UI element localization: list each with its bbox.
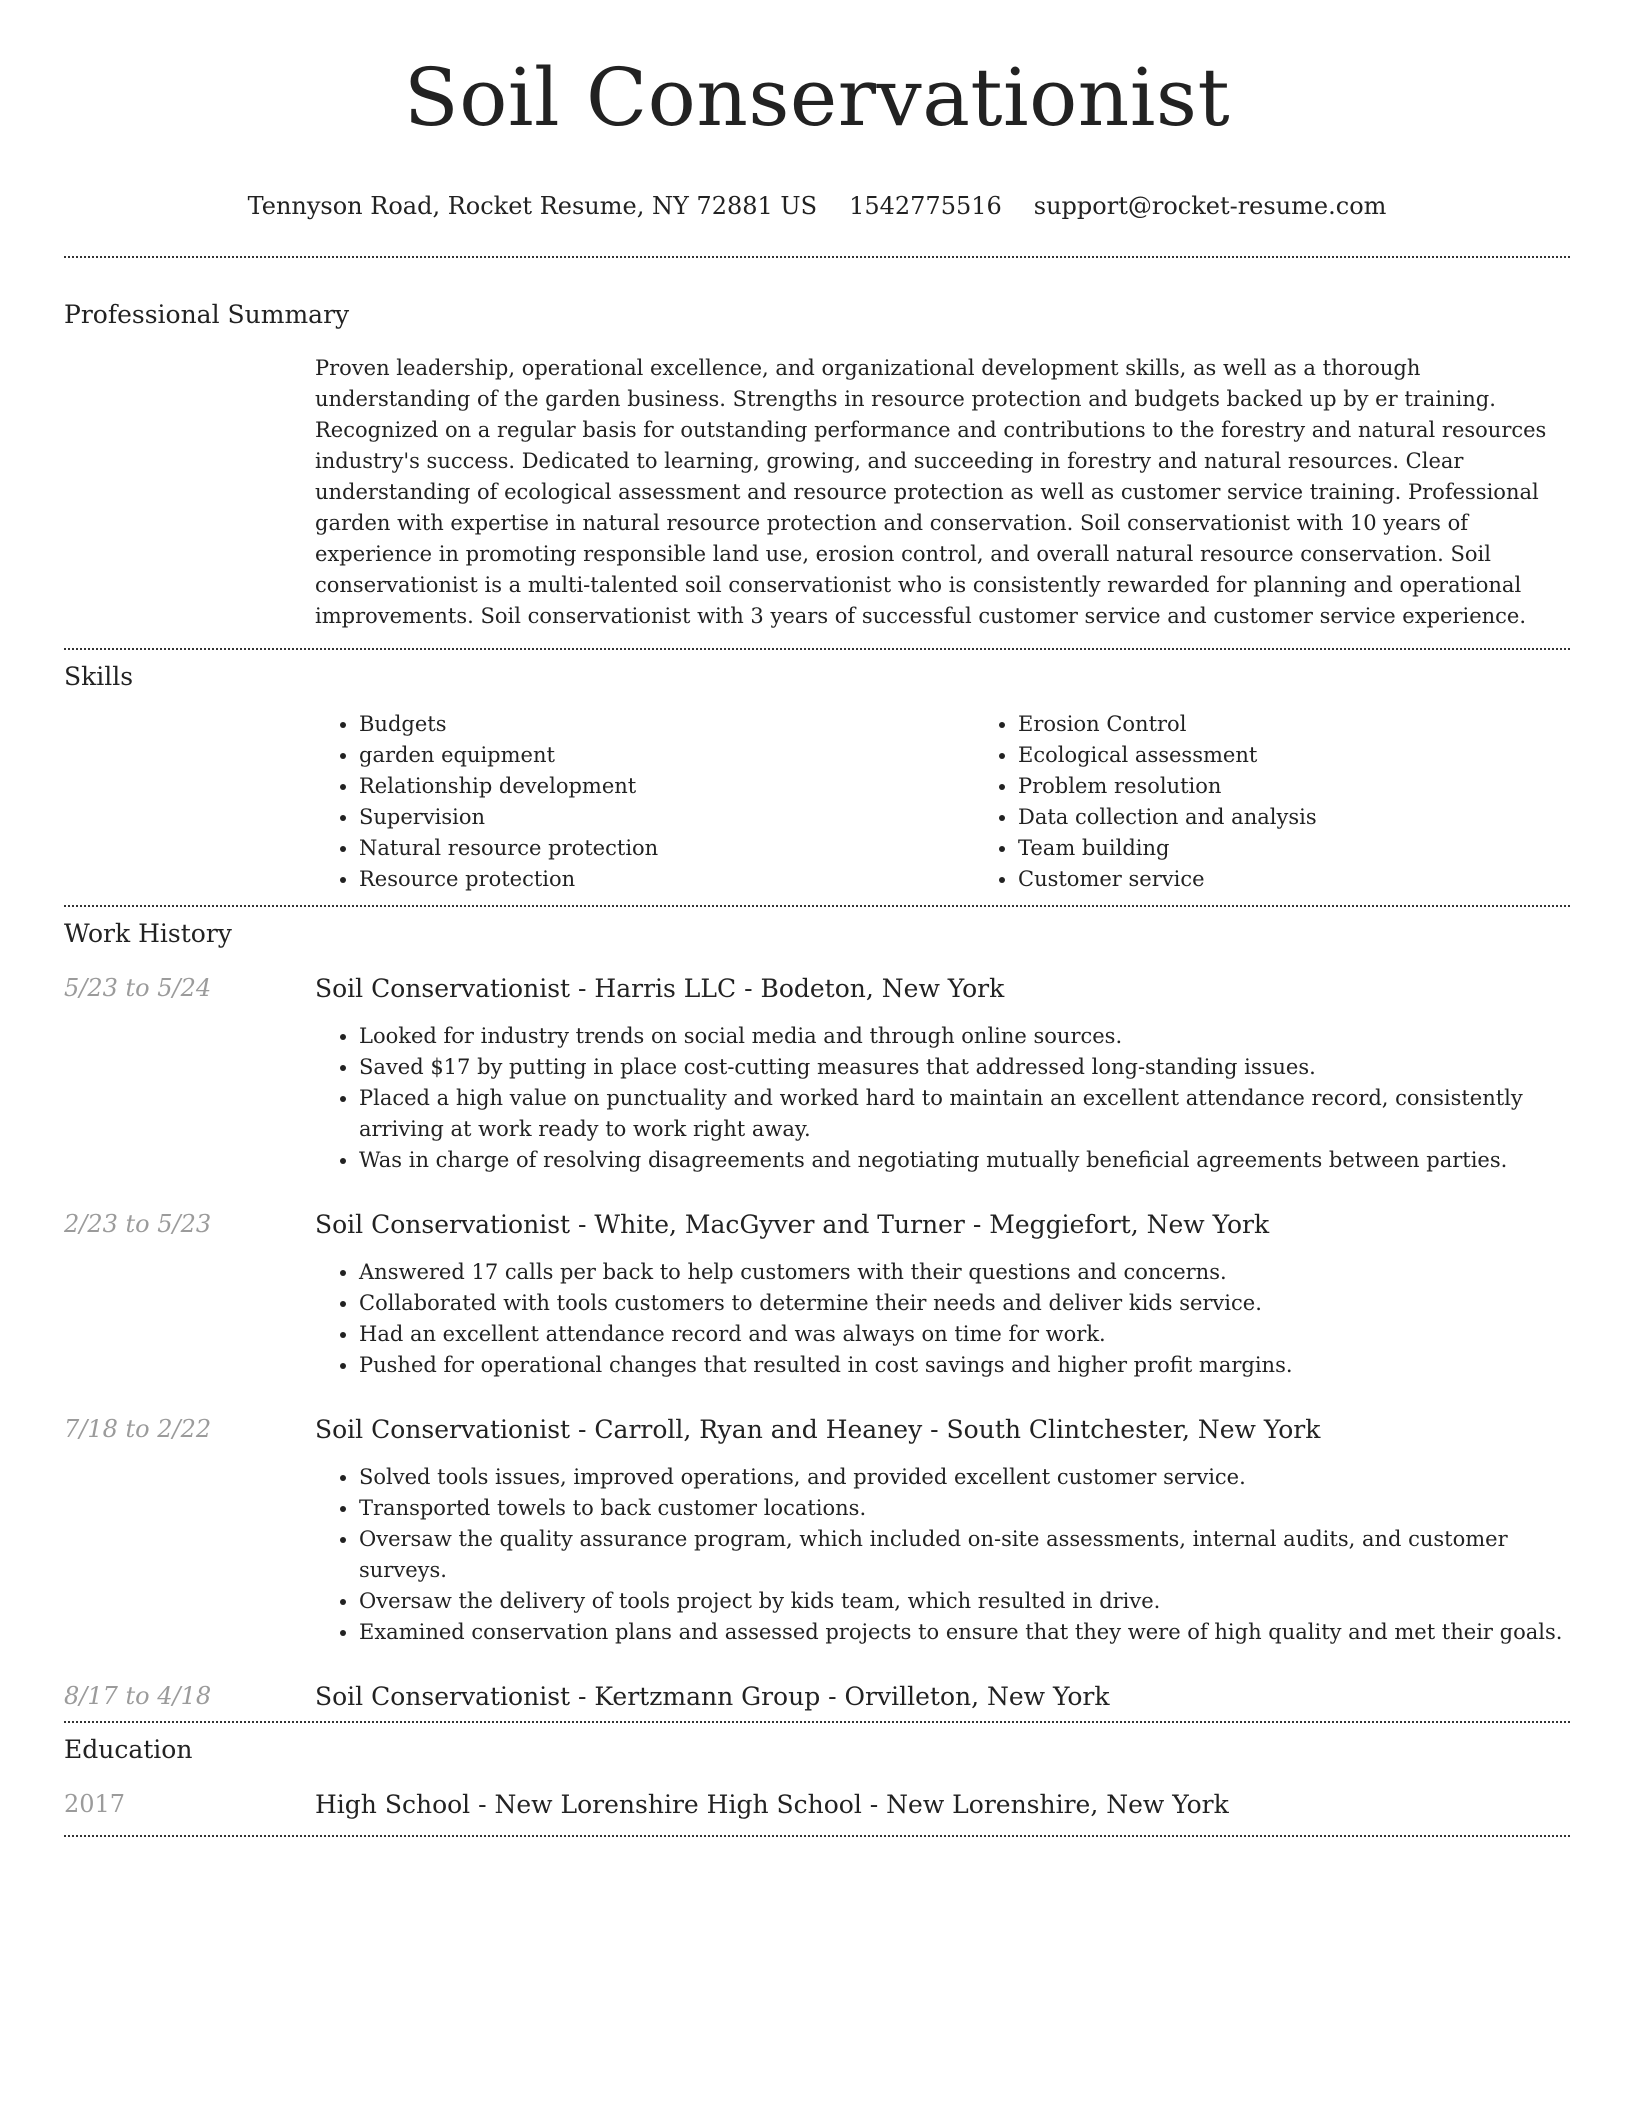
skills-list-left — [315, 709, 974, 895]
job-bullet: • Oversaw the delivery of tools project by kids team, which resulted in drive. — [359, 1586, 1570, 1617]
job-entry — [64, 1210, 1570, 1381]
job-title: Soil Conservationist - White, MacGyver and Turner - Meggiefort, New York — [315, 1209, 1270, 1239]
skill-item: • Natural resource protection — [359, 833, 974, 864]
job-bullet: • Collaborated with tools customers to determine their needs and deliver kids service. — [359, 1288, 1570, 1319]
job-bullets — [315, 1462, 1570, 1648]
skill-item: • Data collection and analysis — [1018, 802, 1632, 833]
summary-section — [64, 258, 1570, 648]
job-title: Soil Conservationist - Kertzmann Group - Orvilleton, New York — [315, 1681, 1110, 1711]
job-entry — [64, 974, 1570, 1176]
skill-item: • Problem resolution — [1018, 771, 1632, 802]
job-entry — [64, 1682, 1570, 1711]
job-bullet: • Answered 17 calls per back to help customers with their questions and concerns. — [359, 1257, 1570, 1288]
education-title: High School - New Lorenshire High School - New Lorenshire, New York — [315, 1789, 1229, 1819]
job-bullet: • Oversaw the quality assurance program, which included on-site assessments, internal audits, and customer surveys. — [359, 1524, 1570, 1586]
job-dates: 8/17 to 4/18 — [64, 1681, 212, 1710]
job-bullet: • Looked for industry trends on social media and through online sources. — [359, 1021, 1570, 1052]
contact-info — [64, 192, 1570, 220]
job-dates: 5/23 to 5/24 — [64, 973, 212, 1002]
work-heading: Work History — [64, 918, 232, 948]
section-divider — [64, 1835, 1570, 1837]
skills-grid — [315, 709, 1632, 895]
job-bullet: • Transported towels to back customer locations. — [359, 1493, 1570, 1524]
summary-heading: Professional Summary — [64, 299, 350, 329]
job-title: Soil Conservationist - Carroll, Ryan and Heaney - South Clintchester, New York — [315, 1414, 1321, 1444]
resume-name: Soil Conservationist — [403, 51, 1231, 144]
contact-address: Tennyson Road, Rocket Resume, NY 72881 US — [247, 191, 818, 220]
skill-item: • Customer service — [1018, 864, 1632, 895]
skills-section — [64, 650, 1570, 905]
job-dates: 7/18 to 2/22 — [64, 1414, 212, 1443]
contact-email: support@rocket-resume.com — [1033, 191, 1387, 220]
job-bullet: • Pushed for operational changes that resulted in cost savings and higher profit margins. — [359, 1350, 1570, 1381]
resume-page — [64, 0, 1570, 1837]
skill-item: • Erosion Control — [1018, 709, 1632, 740]
job-bullet: • Was in charge of resolving disagreements and negotiating mutually beneficial agreements between parties. — [359, 1145, 1570, 1176]
education-year: 2017 — [64, 1789, 126, 1818]
job-bullets — [315, 1021, 1570, 1176]
skill-item: • Team building — [1018, 833, 1632, 864]
job-bullet: • Saved $17 by putting in place cost-cutting measures that addressed long-standing issues. — [359, 1052, 1570, 1083]
work-section — [64, 907, 1570, 1721]
skills-heading: Skills — [64, 661, 134, 691]
contact-phone: 1542775516 — [849, 191, 1002, 220]
job-dates: 2/23 to 5/23 — [64, 1209, 212, 1238]
skill-item: • Relationship development — [359, 771, 974, 802]
job-bullet: • Solved tools issues, improved operations, and provided excellent customer service. — [359, 1462, 1570, 1493]
job-title: Soil Conservationist - Harris LLC - Bodeton, New York — [315, 973, 1005, 1003]
skill-item: • Ecological assessment — [1018, 740, 1632, 771]
skills-list-right — [974, 709, 1632, 895]
skill-item: • garden equipment — [359, 740, 974, 771]
education-heading: Education — [64, 1734, 193, 1764]
job-bullet: • Placed a high value on punctuality and worked hard to maintain an excellent attendance record, consistently arriving at work ready to work right away. — [359, 1083, 1570, 1145]
education-entry — [64, 1790, 1570, 1819]
job-entry — [64, 1415, 1570, 1648]
education-section — [64, 1723, 1570, 1835]
job-bullet: • Examined conservation plans and assessed projects to ensure that they were of high quality and met their goals. — [359, 1617, 1570, 1648]
job-bullet: • Had an excellent attendance record and was always on time for work. — [359, 1319, 1570, 1350]
skill-item: • Resource protection — [359, 864, 974, 895]
skill-item: • Supervision — [359, 802, 974, 833]
summary-text: Proven leadership, operational excellence, and organizational development skills, as well as a thorough understanding of the garden business. Strengths in resource protection and budgets backed up by er training. Recognized on a regular basis for outstanding performance and contributions to the forestry and natural resources industry's success. Dedicated to learning, growing, and succeeding in forestry and natural resources. Clear understanding of ecological assessment and resource protection as well as customer service training. Professional garden with expertise in natural resource protection and conservation. Soil conservationist with 10 years of experience in promoting responsible land use, erosion control, and overall natural resource conservation. Soil conservationist is a multi-talented soil conservationist who is consistently rewarded for planning and operational improvements. Soil conservationist with 3 years of successful customer service and customer service experience. — [315, 355, 1547, 628]
job-bullets — [315, 1257, 1570, 1381]
skill-item: • Budgets — [359, 709, 974, 740]
